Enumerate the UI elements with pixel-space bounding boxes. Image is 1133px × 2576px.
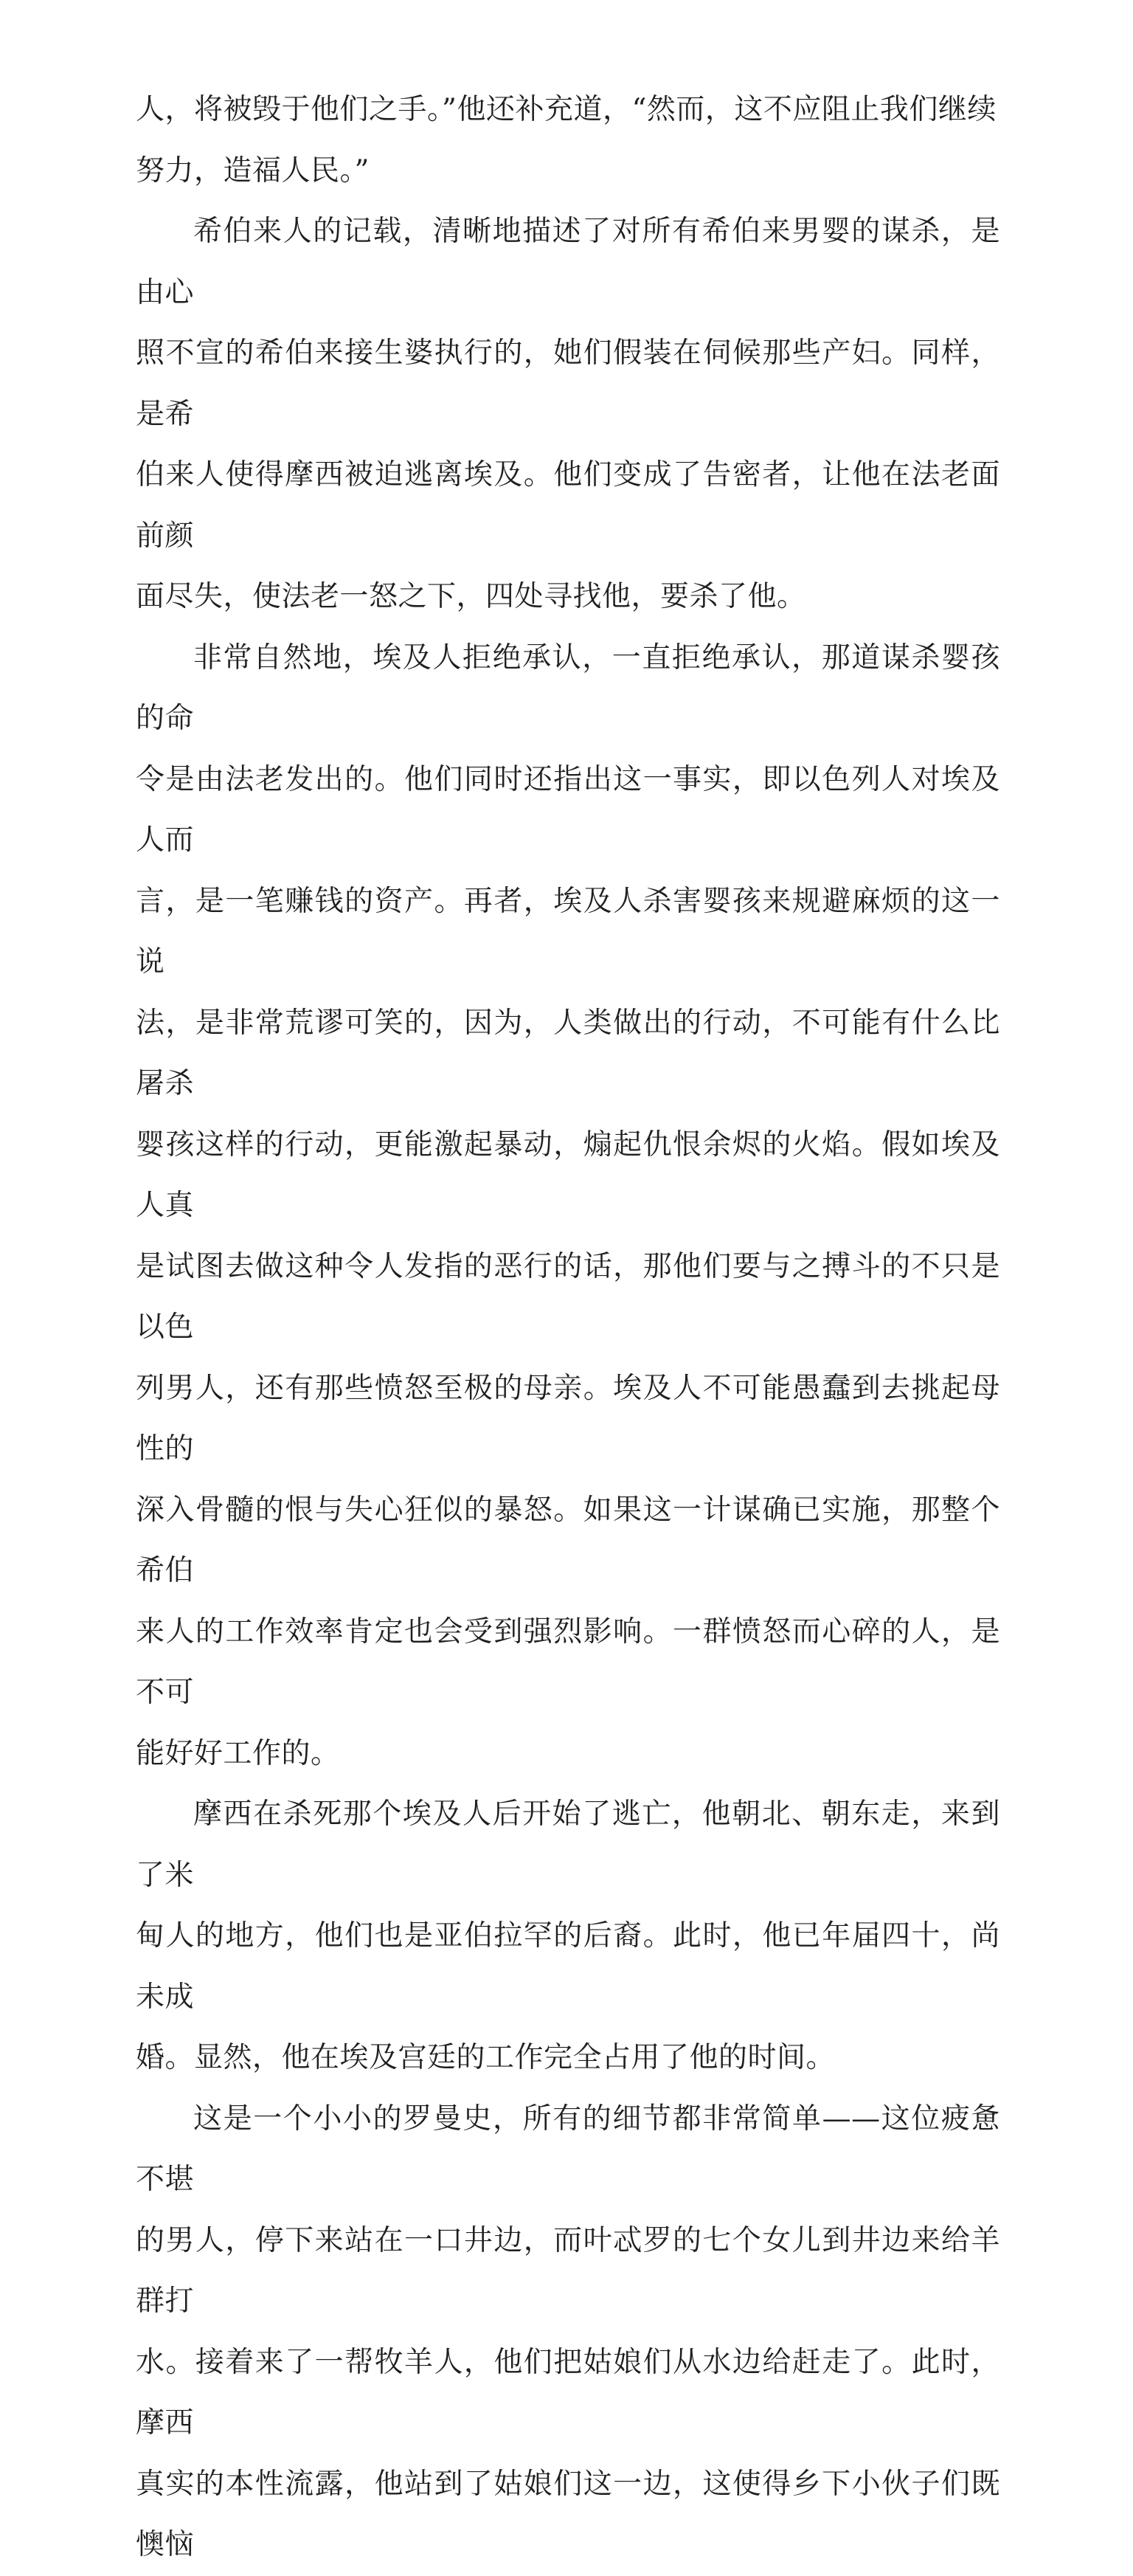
paragraph-4: 摩西在杀死那个埃及人后开始了逃亡，他朝北、朝东走，来到了米 甸人的地方，他们也是亚伯拉罕的后裔。此时，他已年届四十，尚未成 婚。显然，他在埃及宫廷的工作完全占用了他的时间。 xyxy=(136,1798,1000,2074)
paragraph-1: 人，将被毁于他们之手。”他还补充道，“然而，这不应阻止我们继续 努力，造福人民。” xyxy=(136,93,997,187)
paragraph-3: 非常自然地，埃及人拒绝承认，一直拒绝承认，那道谋杀婴孩的命 令是由法老发出的。他们同时还指出这一事实，即以色列人对埃及人而 言，是一笔赚钱的资产。再者，埃及人杀害婴孩来规避麻烦的这一说 法，是非常荒谬可笑的，因为，人类做出的行动，不可能有什么比屠杀 婴孩这样的行动，更能激起暴动，煽起仇恨余烬的火焰。假如埃及人真 是试图去做这种令人发指的恶行的话，那他们要与之搏斗的不只是以色 列男人，还有那些愤怒至极的母亲。埃及人不可能愚蠢到去挑起母性的 深入骨髓的恨与失心狂似的暴怒。如果这一计谋确已实施，那整个希伯 来人的工作效率肯定也会受到强烈影响。一群愤怒而心碎的人，是不可 能好好工作的。 xyxy=(136,640,1000,1770)
paragraph-2: 希伯来人的记载，清晰地描述了对所有希伯来男婴的谋杀，是由心 照不宣的希伯来接生婆执行的，她们假装在伺候那些产妇。同样，是希 伯来人使得摩西被迫逃离埃及。他们变成了告密者，让他在法老面前颜 面尽失，使法老一怒之下，四处寻找他，要杀了他。 xyxy=(136,215,1000,613)
paragraph-5: 这是一个小小的罗曼史，所有的细节都非常简单——这位疲惫不堪 的男人，停下来站在一口井边，而叶忒罗的七个女儿到井边来给羊群打 水。接着来了一帮牧羊人，他们把姑娘们从水边给赶走了。此时，摩西 真实的本性流露，他站到了姑娘们这一边，这使得乡下小伙子们既懊恼 xyxy=(136,2102,1000,2561)
document-page xyxy=(136,80,1000,2576)
